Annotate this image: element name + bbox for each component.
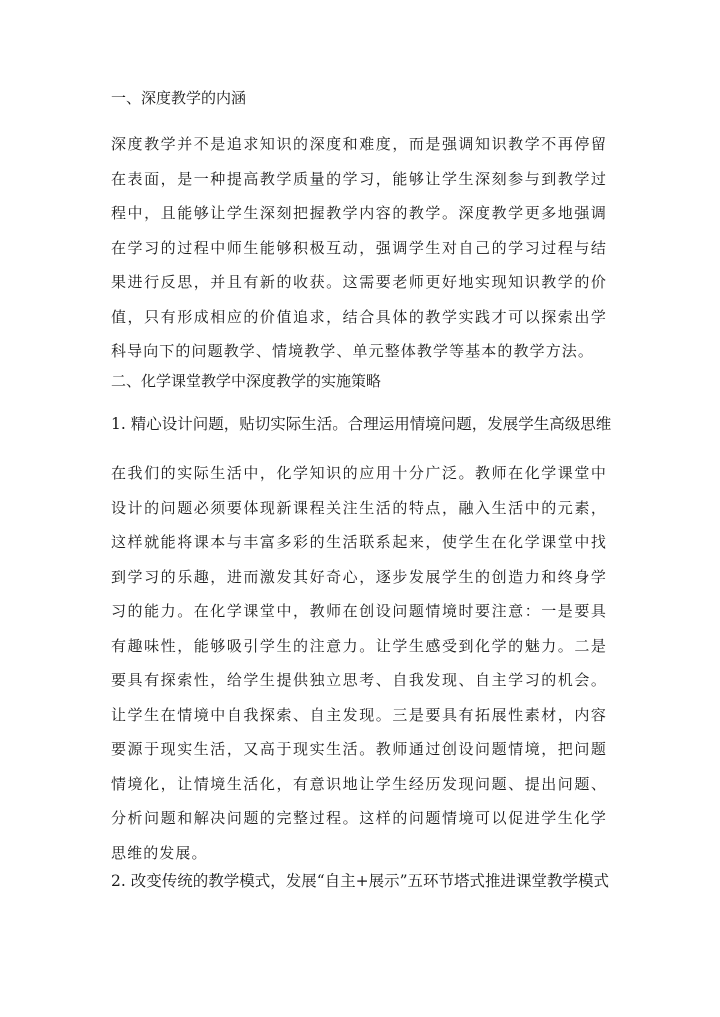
paragraph-problem-design: 在我们的实际生活中，化学知识的应用十分广泛。教师在化学课堂中设计的问题必须要体现新课程关注生活的特点，融入生活中的元素，这样就能将课本与丰富多彩的生活联系起来，使学生在化学课堂中找到学习的乐趣，进而激发其好奇心，逐步发展学生的创造力和终身学习的能力。在化学课堂中，教师在创设问题情境时要注意：一是要具有趣味性，能够吸引学生的注意力。让学生感受到化学的魅力。二是要具有探索性，给学生提供独立思考、自我发现、自主学习的机会。让学生在情境中自我探索、自主发现。三是要具有拓展性素材，内容要源于现实生活，又高于现实生活。教师通过创设问题情境，把问题情境化，让情境生活化，有意识地让学生经历发现问题、提出问题、分析问题和解决问题的完整过程。这样的问题情境可以促进学生化学思维的发展。 <box>111 464 607 862</box>
section-heading-connotation: 一、深度教学的内涵 <box>111 89 247 107</box>
paragraph-connotation: 深度教学并不是追求知识的深度和难度，而是强调知识教学不再停留在表面，是一种提高教学质量的学习，能够让学生深刻参与到教学过程中，且能够让学生深刻把握教学内容的教学。深度教学更多地强调在学习的过程中师生能够积极互动，强调学生对自己的学习过程与结果进行反思，并且有新的收获。这需要老师更好地实现知识教学的价值，只有形成相应的价值追求，结合具体的教学实践才可以探索出学科导向下的问题教学、情境教学、单元整体教学等基本的教学方法。 <box>111 135 607 360</box>
section-heading-strategies: 二、化学课堂教学中深度教学的实施策略 <box>111 372 382 390</box>
subsection-heading-problem-design: 1. 精心设计问题，贴切实际生活。合理运用情境问题，发展学生高级思维 <box>111 415 612 433</box>
subsection-heading-teaching-mode: 2. 改变传统的教学模式，发展“自主+展示”五环节塔式推进课堂教学模式 <box>111 872 610 890</box>
